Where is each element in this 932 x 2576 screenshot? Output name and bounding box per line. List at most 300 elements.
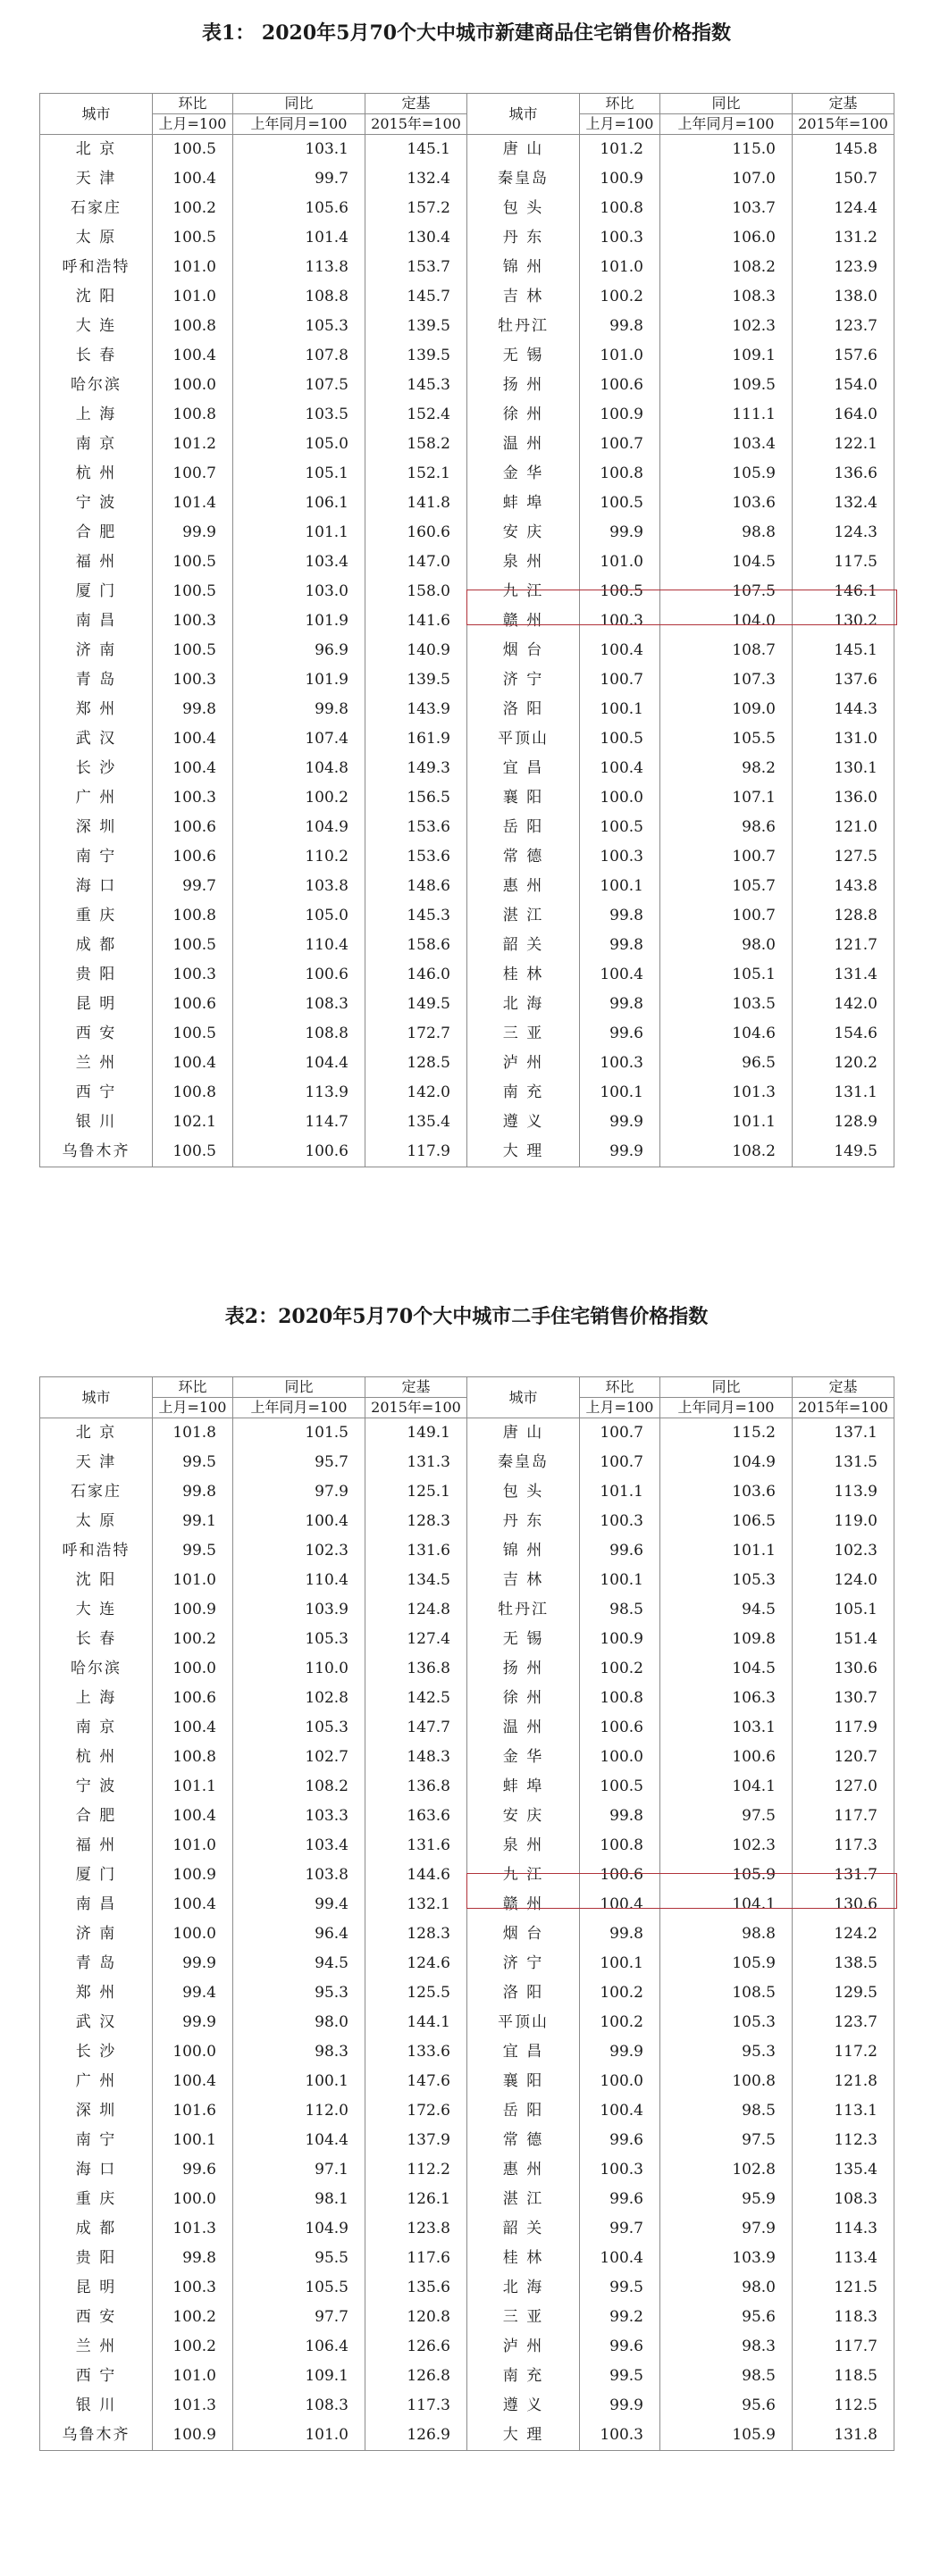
index-cell: 105.1 (660, 960, 793, 990)
index-cell: 99.7 (233, 164, 365, 194)
index-cell: 109.8 (660, 1625, 793, 1654)
city-cell: 长 沙 (40, 2037, 153, 2067)
index-cell: 99.8 (580, 901, 660, 931)
index-cell: 102.7 (233, 1743, 365, 1772)
index-cell: 106.0 (660, 223, 793, 253)
table-1-body (40, 135, 894, 1167)
index-cell: 131.6 (365, 1831, 467, 1861)
index-cell: 131.5 (793, 1448, 894, 1477)
table-row (40, 1137, 894, 1167)
index-cell: 144.1 (365, 2008, 467, 2037)
index-cell: 100.5 (580, 724, 660, 754)
table-row (40, 430, 894, 459)
index-cell: 100.4 (580, 960, 660, 990)
index-cell: 114.7 (233, 1108, 365, 1137)
index-cell: 121.0 (793, 813, 894, 842)
index-cell: 122.1 (793, 430, 894, 459)
table-2-title: 表2：2020年5月70个大中城市二手住宅销售价格指数 (224, 1305, 709, 1328)
index-cell: 145.8 (793, 135, 894, 165)
city-cell: 桂 林 (467, 2244, 580, 2273)
index-cell: 101.5 (233, 1418, 365, 1449)
index-cell: 100.3 (153, 665, 233, 695)
index-cell: 100.8 (153, 1743, 233, 1772)
city-cell: 北 海 (467, 2273, 580, 2303)
index-cell: 97.5 (660, 2126, 793, 2155)
city-cell: 金 华 (467, 459, 580, 489)
index-cell: 105.9 (660, 2421, 793, 2451)
table-row (40, 341, 894, 371)
city-cell: 九 江 (467, 577, 580, 606)
index-cell: 98.0 (660, 2273, 793, 2303)
city-cell: 昆 明 (40, 2273, 153, 2303)
index-cell: 108.2 (660, 253, 793, 282)
index-cell: 99.1 (153, 1507, 233, 1536)
table-row (40, 223, 894, 253)
index-cell: 99.8 (580, 312, 660, 341)
index-cell: 101.0 (580, 341, 660, 371)
index-cell: 146.1 (793, 577, 894, 606)
table-row (40, 489, 894, 518)
index-cell: 108.3 (233, 990, 365, 1019)
index-cell: 153.7 (365, 253, 467, 282)
index-cell: 101.3 (660, 1078, 793, 1108)
index-cell: 99.8 (153, 1477, 233, 1507)
index-cell: 99.9 (580, 2391, 660, 2421)
index-cell: 100.8 (153, 1078, 233, 1108)
index-cell: 145.7 (365, 282, 467, 312)
table-row (40, 636, 894, 665)
index-cell: 103.1 (233, 135, 365, 165)
index-cell: 100.7 (580, 1448, 660, 1477)
index-cell: 101.1 (153, 1772, 233, 1802)
index-cell: 151.4 (793, 1625, 894, 1654)
index-cell: 99.2 (580, 2303, 660, 2332)
city-cell: 徐 州 (467, 1684, 580, 1713)
index-cell: 127.5 (793, 842, 894, 872)
index-cell: 131.0 (793, 724, 894, 754)
index-cell: 100.4 (153, 1802, 233, 1831)
base-subheader: 2015年=100 (365, 1398, 467, 1418)
city-cell: 牡丹江 (467, 1595, 580, 1625)
index-cell: 100.3 (580, 1049, 660, 1078)
city-cell: 武 汉 (40, 724, 153, 754)
index-cell: 100.4 (580, 2244, 660, 2273)
index-cell: 100.5 (153, 135, 233, 165)
table-row (40, 1507, 894, 1536)
city-cell: 岳 阳 (467, 813, 580, 842)
index-cell: 97.9 (233, 1477, 365, 1507)
index-cell: 103.4 (660, 430, 793, 459)
index-cell: 112.2 (365, 2155, 467, 2185)
city-cell: 扬 州 (467, 371, 580, 400)
index-cell: 149.1 (365, 1418, 467, 1449)
index-cell: 100.2 (153, 2303, 233, 2332)
city-cell: 北 京 (40, 135, 153, 165)
index-cell: 100.3 (580, 1507, 660, 1536)
index-cell: 104.1 (660, 1890, 793, 1919)
index-cell: 100.1 (580, 872, 660, 901)
city-cell: 福 州 (40, 1831, 153, 1861)
index-cell: 110.2 (233, 842, 365, 872)
index-cell: 94.5 (660, 1595, 793, 1625)
city-cell: 杭 州 (40, 459, 153, 489)
index-cell: 147.0 (365, 548, 467, 577)
index-cell: 101.0 (153, 282, 233, 312)
index-cell: 99.9 (153, 518, 233, 548)
mom-header: 环比 (153, 1377, 233, 1398)
city-cell: 南 充 (467, 2362, 580, 2391)
index-cell: 98.1 (233, 2185, 365, 2214)
base-subheader: 2015年=100 (793, 114, 894, 135)
index-cell: 120.8 (365, 2303, 467, 2332)
index-cell: 101.0 (580, 548, 660, 577)
index-cell: 158.2 (365, 430, 467, 459)
yoy-subheader: 上年同月=100 (233, 114, 365, 135)
index-cell: 100.1 (580, 1949, 660, 1978)
city-cell: 平顶山 (467, 724, 580, 754)
mom-header: 环比 (580, 94, 660, 114)
table-row (40, 1108, 894, 1137)
index-cell: 100.2 (580, 1978, 660, 2008)
index-cell: 109.0 (660, 695, 793, 724)
index-cell: 100.7 (580, 1418, 660, 1449)
index-cell: 101.1 (233, 518, 365, 548)
table-2-section (39, 1300, 894, 2451)
index-cell: 100.4 (580, 1890, 660, 1919)
city-cell: 昆 明 (40, 990, 153, 1019)
mom-header: 环比 (153, 94, 233, 114)
index-cell: 100.9 (153, 1595, 233, 1625)
table-row (40, 754, 894, 783)
index-cell: 142.0 (365, 1078, 467, 1108)
index-cell: 147.6 (365, 2067, 467, 2096)
index-cell: 145.1 (365, 135, 467, 165)
index-cell: 104.9 (660, 1448, 793, 1477)
table-row (40, 1049, 894, 1078)
index-cell: 100.6 (580, 1861, 660, 1890)
index-cell: 112.5 (793, 2391, 894, 2421)
city-cell: 北 京 (40, 1418, 153, 1449)
index-cell: 157.2 (365, 194, 467, 223)
index-cell: 100.3 (153, 2273, 233, 2303)
city-cell: 桂 林 (467, 960, 580, 990)
index-cell: 144.3 (793, 695, 894, 724)
index-cell: 99.6 (580, 1019, 660, 1049)
index-cell: 99.7 (153, 872, 233, 901)
index-cell: 127.4 (365, 1625, 467, 1654)
index-cell: 108.8 (233, 282, 365, 312)
index-cell: 100.4 (153, 164, 233, 194)
index-cell: 136.8 (365, 1654, 467, 1684)
index-cell: 101.4 (233, 223, 365, 253)
index-cell: 105.5 (233, 2273, 365, 2303)
index-cell: 101.8 (153, 1418, 233, 1449)
index-cell: 100.1 (580, 1566, 660, 1595)
city-cell: 湛 江 (467, 901, 580, 931)
index-cell: 142.0 (793, 990, 894, 1019)
index-cell: 105.5 (660, 724, 793, 754)
table-row (40, 901, 894, 931)
city-cell: 唐 山 (467, 135, 580, 165)
table-row (40, 1713, 894, 1743)
index-cell: 100.6 (153, 842, 233, 872)
city-cell: 乌鲁木齐 (40, 2421, 153, 2451)
table-row (40, 1019, 894, 1049)
index-cell: 130.2 (793, 606, 894, 636)
index-cell: 123.7 (793, 312, 894, 341)
index-cell: 148.6 (365, 872, 467, 901)
table-row (40, 2037, 894, 2067)
index-cell: 101.2 (580, 135, 660, 165)
index-cell: 137.6 (793, 665, 894, 695)
city-cell: 呼和浩特 (40, 253, 153, 282)
city-cell: 包 头 (467, 194, 580, 223)
index-cell: 98.2 (660, 754, 793, 783)
city-cell: 成 都 (40, 2214, 153, 2244)
city-cell: 福 州 (40, 548, 153, 577)
index-cell: 100.2 (153, 2332, 233, 2362)
index-cell: 109.1 (233, 2362, 365, 2391)
table-row (40, 960, 894, 990)
city-cell: 西 安 (40, 2303, 153, 2332)
index-cell: 100.9 (153, 1861, 233, 1890)
index-cell: 100.2 (153, 1625, 233, 1654)
table-row (40, 1772, 894, 1802)
index-cell: 120.7 (793, 1743, 894, 1772)
index-cell: 117.7 (793, 2332, 894, 2362)
index-cell: 94.5 (233, 1949, 365, 1978)
table-row (40, 135, 894, 165)
index-cell: 147.7 (365, 1713, 467, 1743)
index-cell: 131.3 (365, 1448, 467, 1477)
city-cell: 大 理 (467, 2421, 580, 2451)
index-cell: 152.4 (365, 400, 467, 430)
index-cell: 100.4 (153, 341, 233, 371)
mom-subheader: 上月=100 (153, 114, 233, 135)
index-cell: 172.7 (365, 1019, 467, 1049)
table-row (40, 282, 894, 312)
index-cell: 132.1 (365, 1890, 467, 1919)
city-cell: 兰 州 (40, 2332, 153, 2362)
city-header: 城市 (40, 1377, 153, 1418)
yoy-subheader: 上年同月=100 (233, 1398, 365, 1418)
index-cell: 123.7 (793, 2008, 894, 2037)
city-cell: 济 南 (40, 636, 153, 665)
index-cell: 100.5 (153, 548, 233, 577)
index-cell: 102.8 (660, 2155, 793, 2185)
index-cell: 100.2 (153, 194, 233, 223)
index-cell: 101.2 (153, 430, 233, 459)
index-cell: 98.3 (233, 2037, 365, 2067)
table-row (40, 1831, 894, 1861)
index-cell: 112.0 (233, 2096, 365, 2126)
city-cell: 乌鲁木齐 (40, 1137, 153, 1167)
city-cell: 无 锡 (467, 1625, 580, 1654)
index-cell: 110.4 (233, 931, 365, 960)
city-cell: 宜 昌 (467, 2037, 580, 2067)
base-header: 定基 (793, 1377, 894, 1398)
city-cell: 南 宁 (40, 2126, 153, 2155)
index-cell: 99.6 (580, 2126, 660, 2155)
table-row (40, 872, 894, 901)
yoy-subheader: 上年同月=100 (660, 114, 793, 135)
index-cell: 104.4 (233, 1049, 365, 1078)
index-cell: 130.7 (793, 1684, 894, 1713)
table-row (40, 2273, 894, 2303)
city-cell: 青 岛 (40, 1949, 153, 1978)
index-cell: 100.5 (153, 636, 233, 665)
index-cell: 100.6 (153, 813, 233, 842)
table-1 (39, 93, 894, 1167)
index-cell: 100.7 (580, 665, 660, 695)
index-cell: 100.6 (153, 1684, 233, 1713)
city-cell: 武 汉 (40, 2008, 153, 2037)
city-cell: 海 口 (40, 872, 153, 901)
city-cell: 青 岛 (40, 665, 153, 695)
city-cell: 温 州 (467, 1713, 580, 1743)
index-cell: 108.5 (660, 1978, 793, 2008)
table-row (40, 1949, 894, 1978)
index-cell: 164.0 (793, 400, 894, 430)
index-cell: 113.4 (793, 2244, 894, 2273)
index-cell: 132.4 (793, 489, 894, 518)
index-cell: 102.3 (233, 1536, 365, 1566)
index-cell: 157.6 (793, 341, 894, 371)
city-cell: 秦皇岛 (467, 1448, 580, 1477)
table-row (40, 1890, 894, 1919)
city-cell: 烟 台 (467, 636, 580, 665)
base-subheader: 2015年=100 (365, 114, 467, 135)
index-cell: 100.5 (153, 223, 233, 253)
index-cell: 105.9 (660, 459, 793, 489)
index-cell: 129.5 (793, 1978, 894, 2008)
index-cell: 114.3 (793, 2214, 894, 2244)
city-cell: 牡丹江 (467, 312, 580, 341)
city-cell: 遵 义 (467, 1108, 580, 1137)
city-cell: 安 庆 (467, 1802, 580, 1831)
index-cell: 105.3 (660, 2008, 793, 2037)
index-cell: 97.9 (660, 2214, 793, 2244)
index-cell: 117.9 (793, 1713, 894, 1743)
index-cell: 100.9 (153, 2421, 233, 2451)
index-cell: 99.8 (580, 1919, 660, 1949)
index-cell: 108.3 (660, 282, 793, 312)
index-cell: 100.3 (580, 842, 660, 872)
index-cell: 100.4 (233, 1507, 365, 1536)
index-cell: 109.5 (660, 371, 793, 400)
index-cell: 127.0 (793, 1772, 894, 1802)
index-cell: 103.0 (233, 577, 365, 606)
index-cell: 100.5 (153, 577, 233, 606)
index-cell: 117.9 (365, 1137, 467, 1167)
index-cell: 99.9 (153, 1949, 233, 1978)
city-cell: 银 川 (40, 1108, 153, 1137)
index-cell: 99.8 (580, 1802, 660, 1831)
index-cell: 101.9 (233, 665, 365, 695)
index-cell: 153.6 (365, 813, 467, 842)
index-cell: 100.0 (153, 2037, 233, 2067)
index-cell: 100.4 (153, 2067, 233, 2096)
index-cell: 100.3 (580, 223, 660, 253)
city-cell: 合 肥 (40, 1802, 153, 1831)
index-cell: 126.9 (365, 2421, 467, 2451)
city-cell: 西 宁 (40, 2362, 153, 2391)
index-cell: 130.4 (365, 223, 467, 253)
index-cell: 100.4 (580, 754, 660, 783)
city-cell: 扬 州 (467, 1654, 580, 1684)
index-cell: 101.0 (153, 1831, 233, 1861)
table-row (40, 1743, 894, 1772)
index-cell: 131.2 (793, 223, 894, 253)
city-cell: 南 京 (40, 1713, 153, 1743)
index-cell: 149.3 (365, 754, 467, 783)
index-cell: 105.3 (233, 1713, 365, 1743)
index-cell: 104.5 (660, 1654, 793, 1684)
index-cell: 100.4 (580, 2096, 660, 2126)
index-cell: 100.4 (153, 1890, 233, 1919)
index-cell: 103.6 (660, 489, 793, 518)
city-cell: 包 头 (467, 1477, 580, 1507)
index-cell: 107.1 (660, 783, 793, 813)
table-row (40, 312, 894, 341)
index-cell: 104.1 (660, 1772, 793, 1802)
index-cell: 95.6 (660, 2391, 793, 2421)
index-cell: 123.9 (793, 253, 894, 282)
index-cell: 100.5 (580, 577, 660, 606)
city-cell: 银 川 (40, 2391, 153, 2421)
index-cell: 100.6 (580, 1713, 660, 1743)
table-row (40, 813, 894, 842)
city-cell: 襄 阳 (467, 783, 580, 813)
index-cell: 98.5 (580, 1595, 660, 1625)
index-cell: 98.5 (660, 2096, 793, 2126)
city-cell: 哈尔滨 (40, 1654, 153, 1684)
index-cell: 115.2 (660, 1418, 793, 1449)
index-cell: 101.0 (153, 1566, 233, 1595)
index-cell: 99.8 (580, 931, 660, 960)
table-row (40, 1625, 894, 1654)
index-cell: 99.5 (580, 2273, 660, 2303)
index-cell: 128.9 (793, 1108, 894, 1137)
index-cell: 149.5 (793, 1137, 894, 1167)
city-cell: 郑 州 (40, 1978, 153, 2008)
table-row (40, 459, 894, 489)
index-cell: 145.3 (365, 371, 467, 400)
city-cell: 徐 州 (467, 400, 580, 430)
index-cell: 154.6 (793, 1019, 894, 1049)
index-cell: 134.5 (365, 1566, 467, 1595)
index-cell: 95.3 (660, 2037, 793, 2067)
table-row (40, 1566, 894, 1595)
index-cell: 95.9 (660, 2185, 793, 2214)
index-cell: 108.3 (233, 2391, 365, 2421)
index-cell: 121.5 (793, 2273, 894, 2303)
index-cell: 113.9 (793, 1477, 894, 1507)
city-cell: 三 亚 (467, 2303, 580, 2332)
index-cell: 99.6 (580, 2332, 660, 2362)
index-cell: 100.2 (580, 282, 660, 312)
index-cell: 99.6 (580, 2185, 660, 2214)
index-cell: 96.4 (233, 1919, 365, 1949)
index-cell: 103.8 (233, 872, 365, 901)
city-cell: 海 口 (40, 2155, 153, 2185)
index-cell: 105.1 (793, 1595, 894, 1625)
city-cell: 厦 门 (40, 1861, 153, 1890)
table-row (40, 2008, 894, 2037)
index-cell: 125.5 (365, 1978, 467, 2008)
index-cell: 137.9 (365, 2126, 467, 2155)
index-cell: 141.8 (365, 489, 467, 518)
